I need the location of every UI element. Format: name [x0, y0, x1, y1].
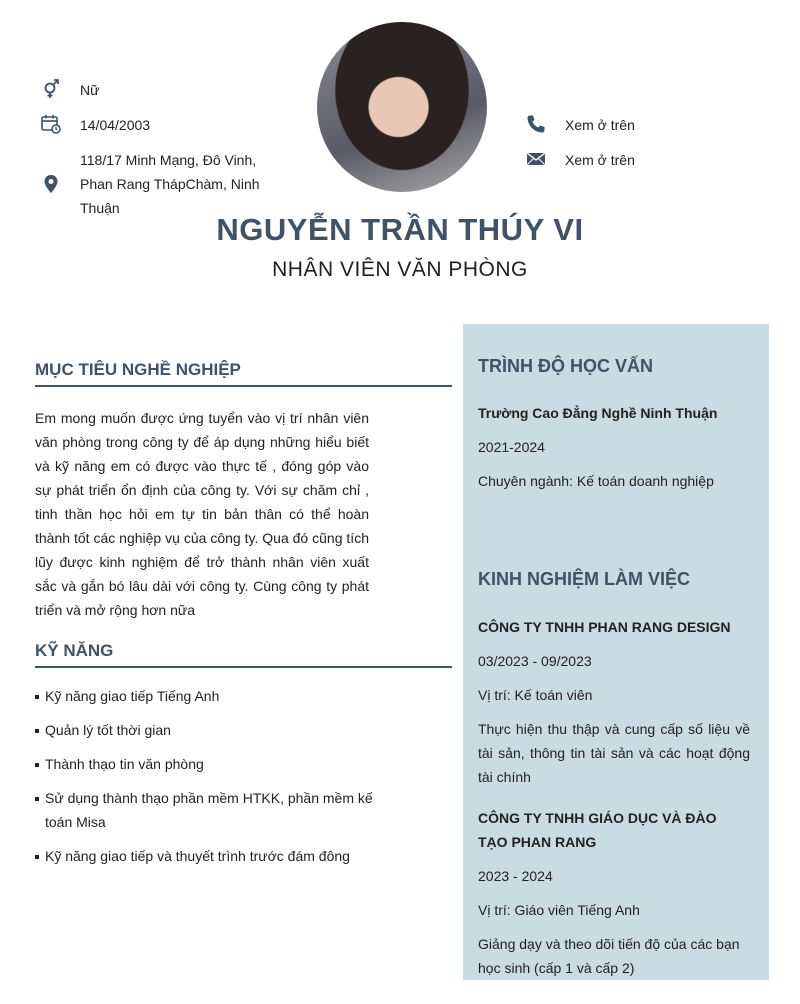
phone-icon: [525, 113, 547, 135]
avatar: [317, 22, 487, 192]
experience-title: KINH NGHIỆM LÀM VIỆC: [478, 569, 691, 589]
gender-icon: [40, 78, 62, 100]
job-period: 03/2023 - 09/2023: [478, 653, 592, 669]
phone-text: Xem ở trên: [565, 117, 635, 133]
education-title: TRÌNH ĐỘ HỌC VẤN: [478, 356, 653, 376]
education-period: 2021-2024: [478, 439, 545, 455]
location-pin-icon: [40, 173, 62, 195]
job-position: Vị trí: Giáo viên Tiếng Anh: [478, 902, 640, 918]
skills-divider: [35, 666, 452, 668]
skill-text: Kỹ năng giao tiếp Tiếng Anh: [45, 688, 220, 704]
bullet-icon: [35, 797, 39, 801]
job-company: CÔNG TY TNHH GIÁO DỤC VÀ ĐÀO TẠO PHAN RANG: [478, 810, 717, 850]
candidate-name: NGUYỄN TRẦN THÚY VI: [216, 212, 584, 247]
skill-text: Kỹ năng giao tiếp và thuyết trình trước đám đông: [45, 848, 350, 864]
envelope-icon: [525, 148, 547, 170]
skill-item: [35, 752, 375, 776]
objective-title: MỤC TIÊU NGHỀ NGHIỆP: [35, 360, 241, 379]
objective-divider: [35, 385, 452, 387]
skill-item: [35, 684, 375, 708]
address-line: Phan Rang ThápChàm, Ninh: [80, 176, 260, 192]
birthday-row: [40, 113, 150, 137]
job-description: Giảng dạy và theo dõi tiến độ của các bạn học sinh (cấp 1 và cấp 2): [478, 936, 740, 976]
skill-text: Thành thạo tin văn phòng: [45, 756, 204, 772]
address-line: Thuận: [80, 200, 120, 216]
gender-text: Nữ: [80, 82, 100, 98]
job-position: Vị trí: Kế toán viên: [478, 687, 593, 703]
education-school: Trường Cao Đẳng Nghề Ninh Thuận: [478, 405, 718, 421]
phone-row: [525, 113, 635, 137]
skill-item: [35, 786, 375, 834]
bullet-icon: [35, 855, 39, 859]
education-major: Chuyên ngành: Kế toán doanh nghiệp: [478, 473, 714, 489]
email-text: Xem ở trên: [565, 152, 635, 168]
job-period: 2023 - 2024: [478, 868, 553, 884]
email-row: [525, 148, 635, 172]
address-line: 118/17 Minh Mạng, Đô Vinh,: [80, 152, 257, 168]
skill-item: [35, 718, 375, 742]
birthday-text: 14/04/2003: [80, 117, 151, 133]
gender-row: [40, 78, 99, 102]
job-description: Thực hiện thu thập và cung cấp số liệu về tài sản, thông tin tài sản và các hoạt động tài chính: [478, 721, 750, 785]
calendar-icon: [40, 113, 62, 135]
address-row: [40, 148, 260, 220]
bullet-icon: [35, 729, 39, 733]
skill-text: Quản lý tốt thời gian: [45, 722, 171, 738]
bullet-icon: [35, 695, 39, 699]
skills-title: KỸ NĂNG: [35, 641, 114, 660]
skill-item: [35, 844, 375, 868]
objective-text: Em mong muốn được ứng tuyển vào vị trí nhân viên văn phòng trong công ty để áp dụng những hiểu biết và kỹ năng em có được vào thực tế , đóng góp vào sự phát triển ổn định của công ty. Với sự chăm chỉ , tinh thần học hỏi em tự tin bản thân có thể hoàn thành tốt các nghiệp vụ của công ty. Qua đó cũng tích lũy được kinh nghiệm để trở thành nhân viên xuất sắc và gắn bó lâu dài với công ty. Cùng công ty phát triển và mở rộng hơn nữa: [35, 410, 369, 618]
candidate-role: NHÂN VIÊN VĂN PHÒNG: [272, 258, 528, 281]
address-text: [80, 148, 260, 220]
bullet-icon: [35, 763, 39, 767]
skill-text: Sử dụng thành thạo phần mềm HTKK, phần mềm kế toán Misa: [45, 790, 373, 830]
job-company: CÔNG TY TNHH PHAN RANG DESIGN: [478, 619, 731, 635]
